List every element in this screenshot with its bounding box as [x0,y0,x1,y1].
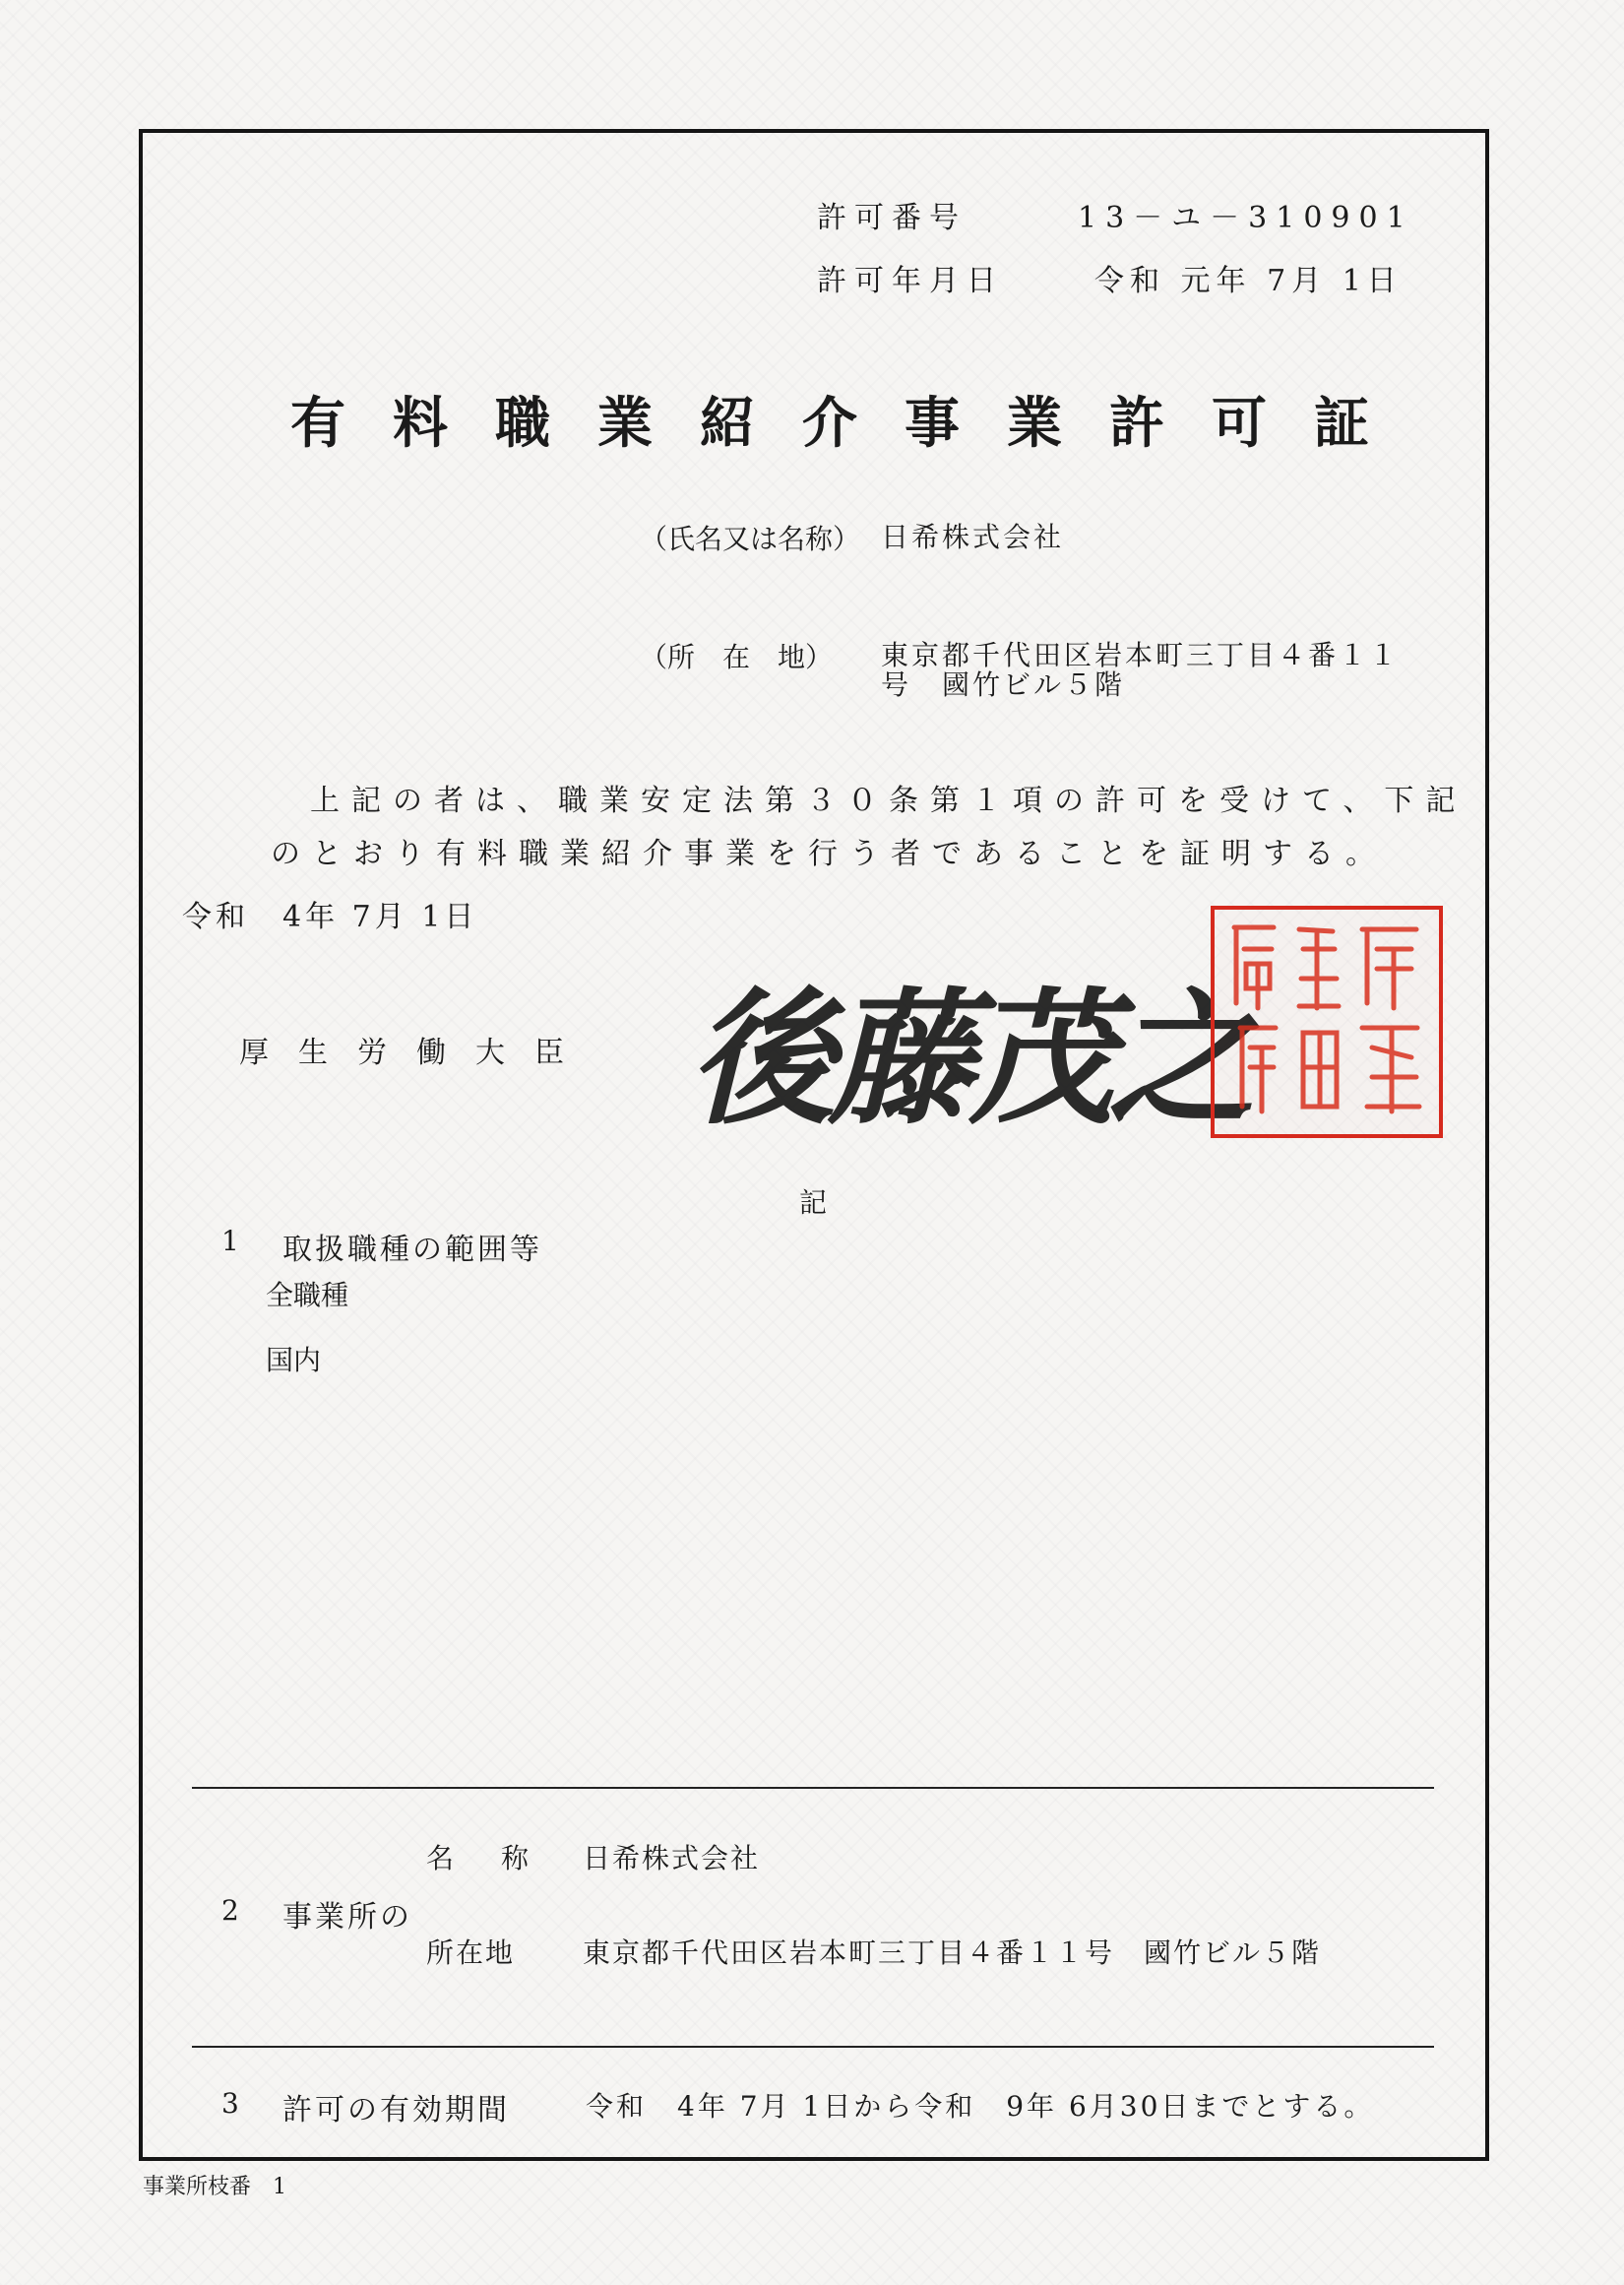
item1-number: 1 [221,1225,239,1257]
statement-line2: のとおり有料職業紹介事業を行う者であることを証明する。 [271,837,1387,871]
item2-address-label: 所在地 [426,1936,516,1969]
item3-number: 3 [221,2087,239,2120]
permit-number-value: 13－ユ－310901 [1078,201,1414,235]
holder-address-line2: 号 國竹ビル５階 [881,668,1126,701]
item2-number: 2 [221,1894,239,1927]
holder-name-label: （氏名又は名称） [640,523,861,555]
item2-name-label: 名 称 [426,1842,539,1874]
holder-address-line1: 東京都千代田区岩本町三丁目４番１１ [881,639,1401,671]
seal-glyphs [1215,910,1439,1134]
item3-heading: 許可の有効期間 [282,2093,510,2127]
divider-2 [192,2046,1434,2048]
branch-number: 事業所枝番 1 [143,2175,286,2199]
holder-address-label: （所 在 地） [640,641,834,673]
holder-name-value: 日希株式会社 [881,521,1065,553]
item2-name-value: 日希株式会社 [583,1842,761,1874]
item3-value: 令和 4年 7月 1日から令和 9年 6月30日までとする。 [586,2090,1375,2123]
item1-heading: 取扱職種の範囲等 [282,1233,542,1267]
permit-date-label: 許可年月日 [817,264,1004,298]
issuer-title: 厚生労働大臣 [239,1036,593,1070]
record-label: 記 [799,1186,828,1219]
item1-line2: 国内 [266,1344,322,1376]
permit-number-label: 許可番号 [817,201,967,235]
issue-date: 令和 4年 7月 1日 [182,900,478,934]
minister-signature: 後藤茂之 [689,973,1248,1144]
divider-1 [192,1787,1434,1789]
item2-heading: 事業所の [282,1900,412,1935]
page-title: 有料職業紹介事業許可証 [290,391,1416,456]
official-seal [1211,906,1443,1138]
statement-line1: 上記の者は、職業安定法第３０条第１項の許可を受けて、下記 [310,784,1468,818]
item1-line1: 全職種 [266,1279,349,1311]
permit-date-value: 令和 元年 7月 1日 [1094,264,1403,298]
item2-address-value: 東京都千代田区岩本町三丁目４番１１号 國竹ビル５階 [583,1936,1322,1969]
